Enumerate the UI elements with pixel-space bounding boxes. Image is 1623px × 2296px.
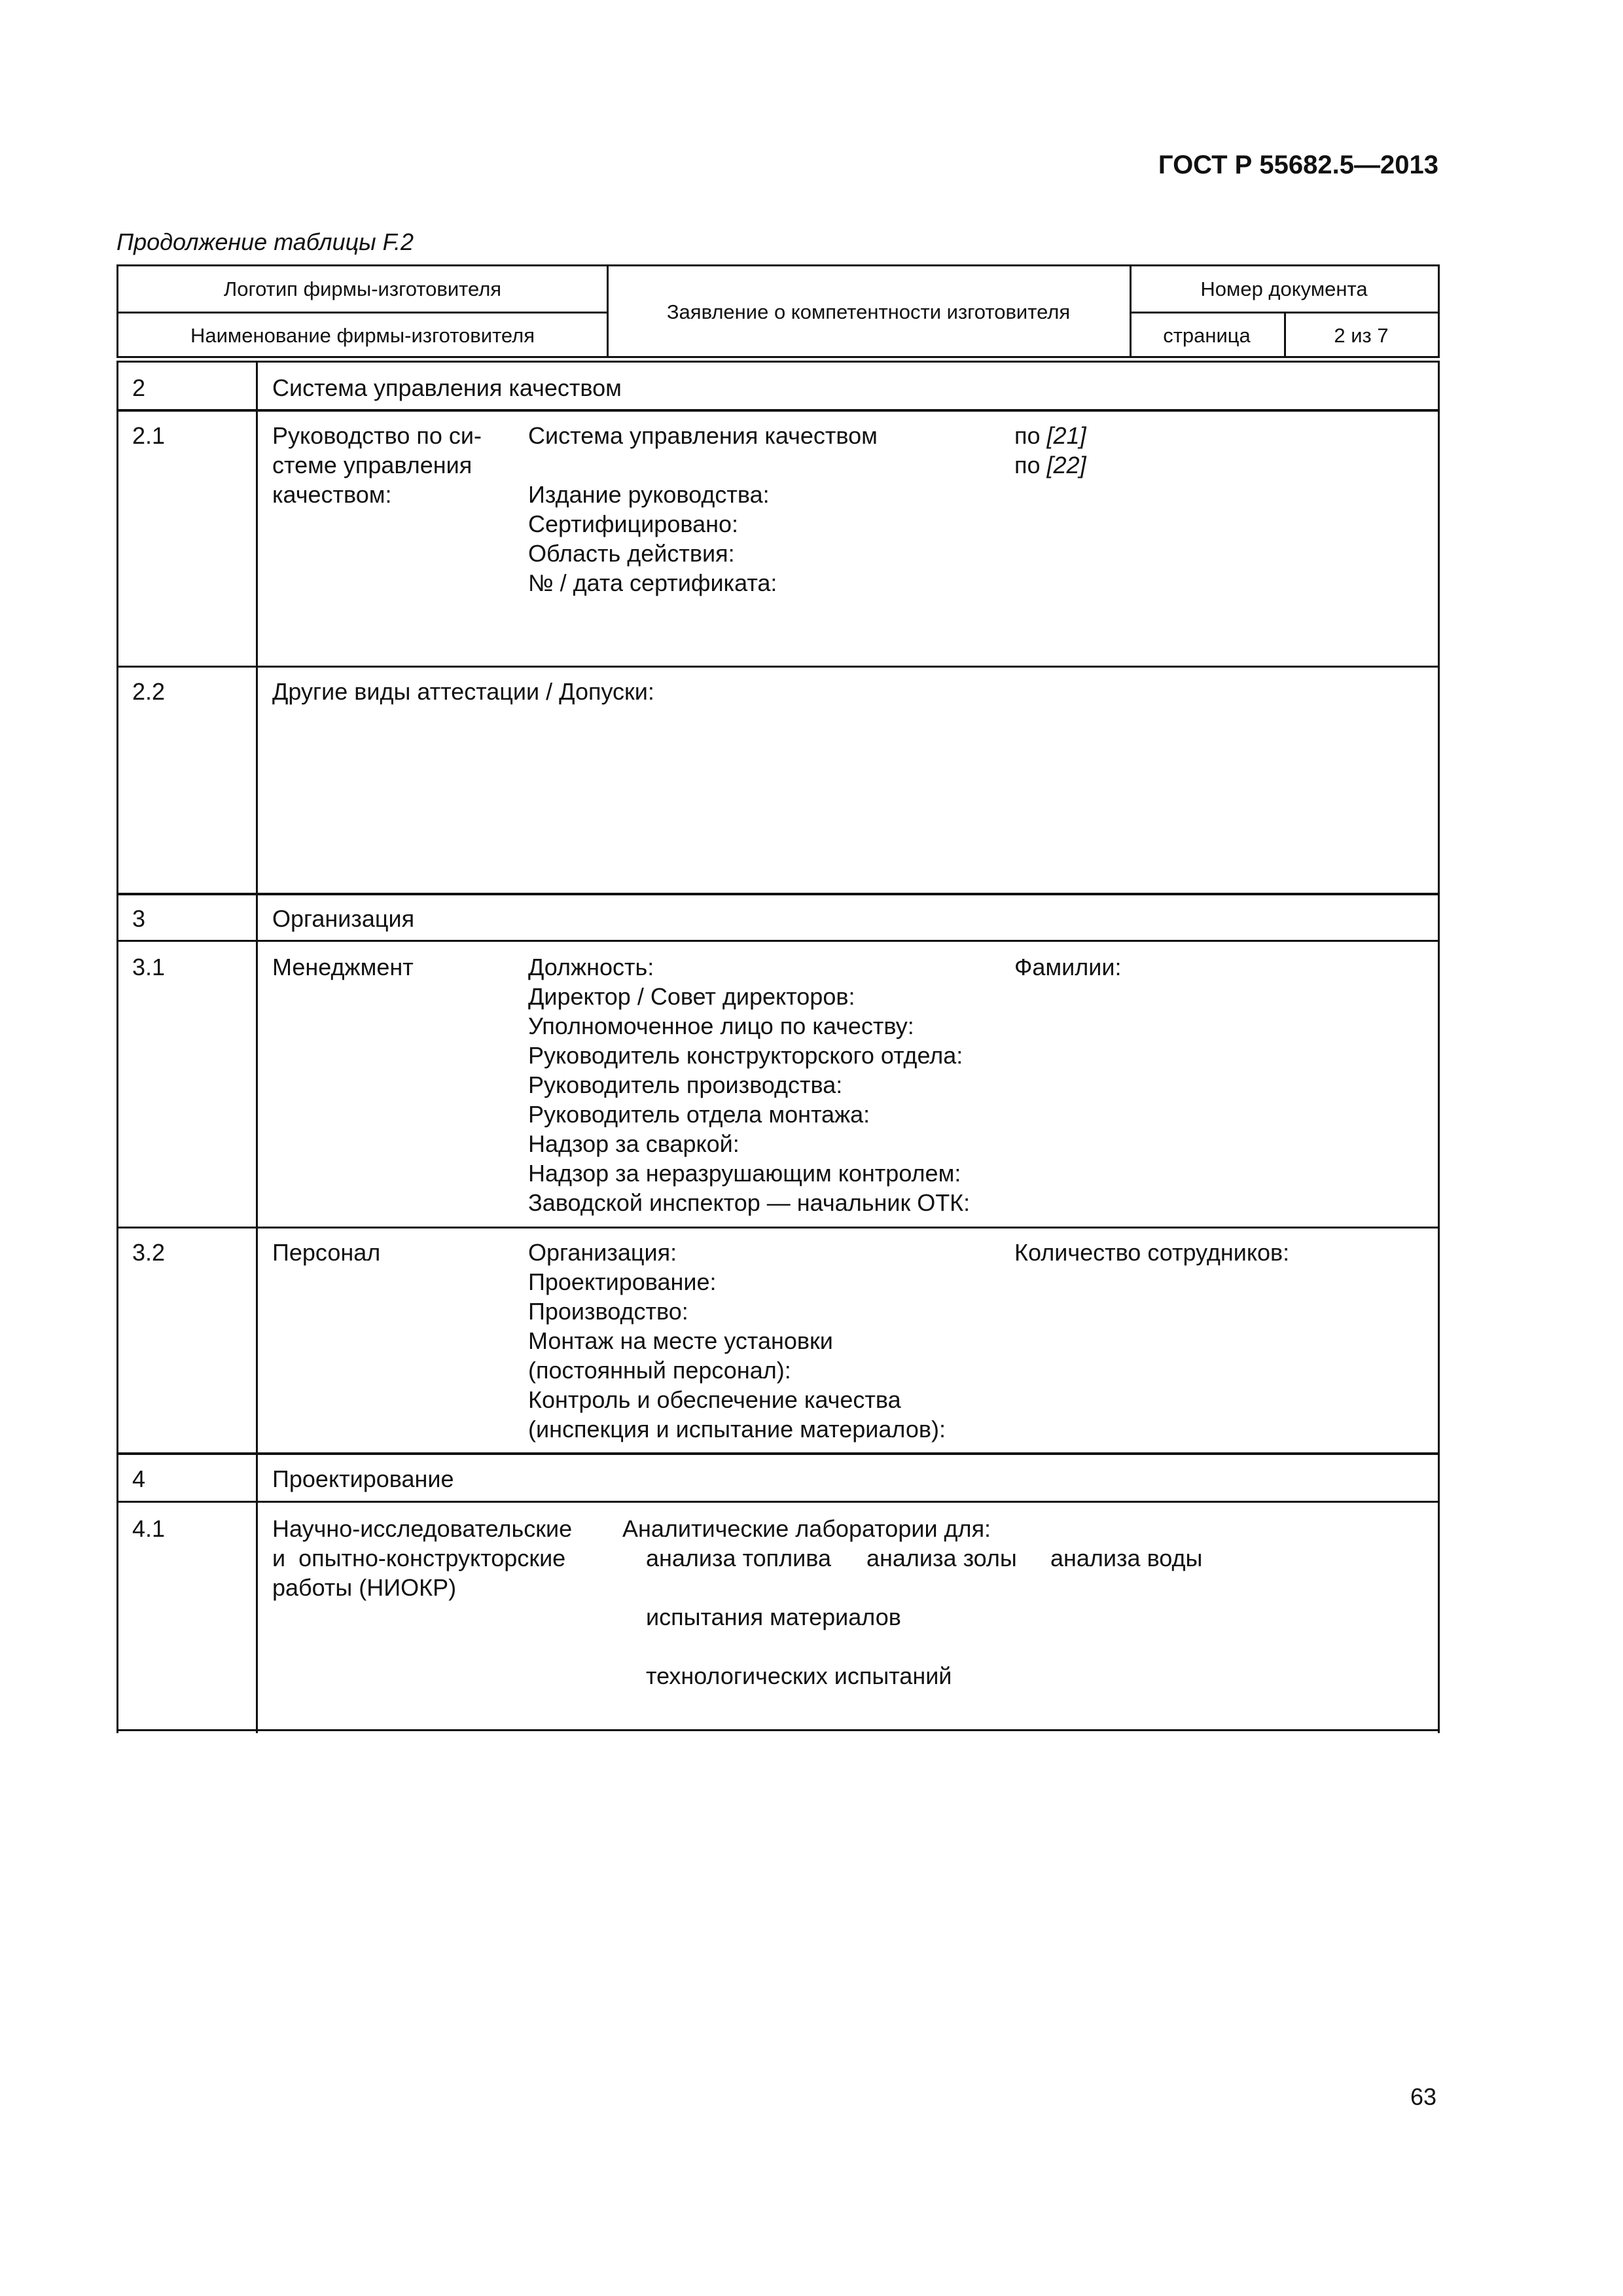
row-label: Другие виды аттестации / Допуски: [272,678,654,705]
surnames-label: Фамилии: [1014,954,1122,980]
field-label: Издание руководства: [528,481,770,508]
field-label: (постоянный персонал): [528,1357,791,1384]
field-label: Проектирование: [528,1268,717,1295]
section-number: 3.1 [132,954,166,980]
table-caption: Продолжение таблицы F.2 [116,228,414,255]
lab-fuel-analysis: анализа топлива [646,1545,832,1571]
lab-ash-analysis: анализа золы [866,1545,1017,1571]
section-number: 4.1 [132,1515,166,1542]
section-number: 3.2 [132,1239,166,1266]
row-label: Руководство по си- [272,422,482,449]
section-title: Проектирование [272,1465,454,1492]
field-label: Монтаж на месте установки [528,1327,833,1354]
page-number: 63 [1410,2083,1436,2110]
system-label: Система управления качеством [528,422,878,449]
field-label: Область действия: [528,540,735,567]
field-label: Заводской инспектор — начальник ОТК: [528,1189,971,1216]
lab-water-analysis: анализа воды [1050,1545,1203,1571]
field-label: Руководитель производства: [528,1071,843,1098]
field-label: Руководитель отдела монтажа: [528,1101,870,1128]
employee-count-label: Количество сотрудников: [1014,1239,1290,1266]
company-name-label: Наименование фирмы-изготовителя [190,324,535,347]
row-label: Персонал [272,1239,381,1266]
row-label: Научно-исследовательские [272,1515,573,1542]
section-title: Система управления качеством [272,374,622,401]
row-label: Менеджмент [272,954,414,980]
ref-prefix: по [1014,452,1047,478]
row-label: качеством: [272,481,392,508]
field-label: Уполномоченное лицо по качеству: [528,1013,914,1039]
field-label: Надзор за сваркой: [528,1130,740,1157]
logo-label: Логотип фирмы-изготовителя [223,278,502,300]
section-title: Организация [272,905,415,932]
field-label: Директор / Совет директоров: [528,983,855,1010]
field-label: Организация: [528,1239,677,1266]
lab-process-testing: технологических испытаний [646,1662,952,1689]
field-label: Контроль и обеспечение качества [528,1386,901,1413]
field-label: Сертифицировано: [528,511,738,537]
page-label: страница [1163,324,1251,347]
section-number: 2.2 [132,678,166,705]
section-number: 4 [132,1465,146,1492]
field-label: № / дата сертификата: [528,569,777,596]
row-label: и опытно-конструкторские [272,1545,566,1571]
field-label: Надзор за неразрушающим контролем: [528,1160,961,1187]
row-label: работы (НИОКР) [272,1574,457,1601]
statement-label: Заявление о компетентности изготовителя [666,300,1071,323]
reference-22 [1014,454,1086,477]
field-label: (инспекция и испытание материалов): [528,1416,946,1443]
section-number: 2.1 [132,422,166,449]
standard-designation: ГОСТ Р 55682.5—2013 [1158,151,1438,179]
field-label: Производство: [528,1298,688,1325]
section-number: 2 [132,374,146,401]
page-count: 2 из 7 [1334,324,1389,347]
labs-title: Аналитические лаборатории для: [622,1515,991,1542]
ref-number: [22] [1046,452,1086,478]
document-number-label: Номер документа [1200,278,1368,300]
reference-21 [1014,424,1086,448]
field-label: Руководитель конструкторского отдела: [528,1042,963,1069]
section-number: 3 [132,905,146,932]
field-label: Должность: [528,954,654,980]
lab-material-testing: испытания материалов [646,1604,901,1630]
ref-prefix: по [1014,422,1047,449]
ref-number: [21] [1046,422,1086,449]
row-label: стеме управления [272,452,473,478]
